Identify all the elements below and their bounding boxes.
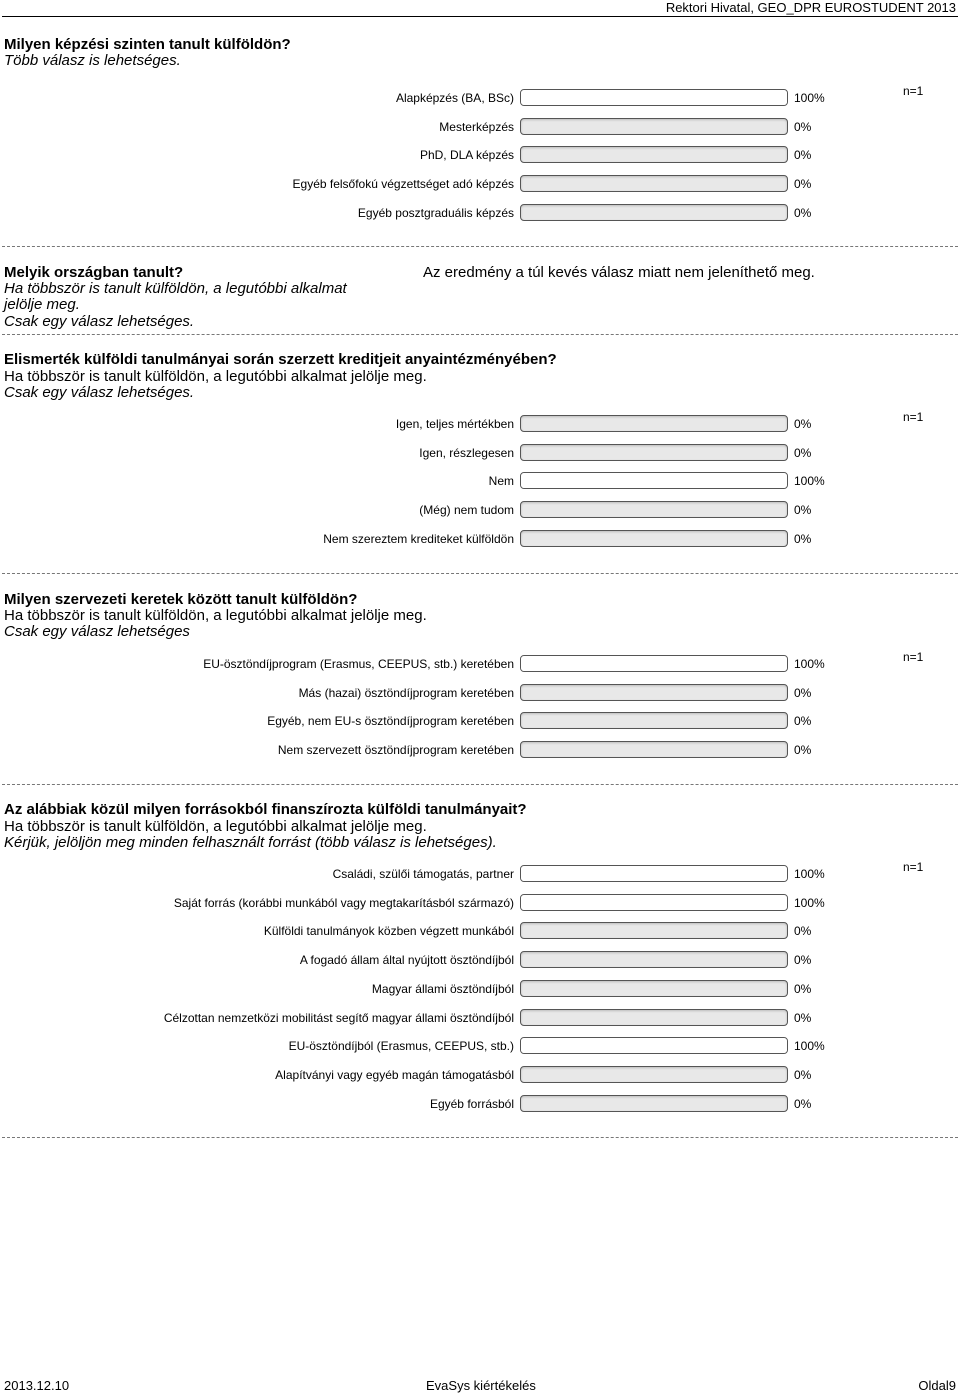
answer-label: Saját forrás (korábbi munkából vagy megtakarításból származó) bbox=[173, 895, 514, 910]
answer-percent: 0% bbox=[794, 743, 812, 758]
divider bbox=[2, 246, 958, 247]
answer-bar bbox=[520, 118, 788, 135]
answer-bar bbox=[520, 865, 788, 882]
answer-bar bbox=[520, 980, 788, 997]
answer-row bbox=[0, 655, 960, 675]
answer-bar bbox=[520, 472, 788, 489]
answer-bar bbox=[520, 1037, 788, 1054]
answer-percent: 0% bbox=[794, 1096, 812, 1111]
answer-percent: 0% bbox=[794, 119, 812, 134]
footer-page: Oldal9 bbox=[918, 1378, 956, 1393]
answer-percent: 0% bbox=[794, 1067, 812, 1082]
answer-label: Nem szervezett ösztöndíjprogram keretében bbox=[277, 743, 514, 758]
q5-subtitle-2: Kérjük, jelöljön meg minden felhasznált forrást (több válasz is lehetséges). bbox=[4, 834, 497, 851]
answer-label: EU-ösztöndíjprogram (Erasmus, CEEPUS, stb.) keretében bbox=[203, 657, 514, 671]
answer-percent: 0% bbox=[794, 417, 812, 431]
answer-bar bbox=[520, 89, 788, 106]
q4-subtitle-2: Csak egy válasz lehetséges bbox=[4, 623, 190, 640]
answer-row bbox=[0, 712, 960, 732]
answer-label: Alapítványi vagy egyéb magán támogatásból bbox=[275, 1067, 514, 1082]
answer-bar bbox=[520, 146, 788, 163]
answer-row bbox=[0, 204, 960, 224]
answer-bar bbox=[520, 175, 788, 192]
answer-percent: 0% bbox=[794, 953, 812, 968]
header-line bbox=[2, 16, 958, 17]
q1-n: n=1 bbox=[903, 84, 924, 98]
q3-n: n=1 bbox=[903, 410, 924, 424]
q2-title: Melyik országban tanult? bbox=[4, 264, 184, 281]
answer-label: Más (hazai) ösztöndíjprogram keretében bbox=[298, 685, 514, 700]
answer-percent: 100% bbox=[794, 867, 825, 881]
answer-row bbox=[0, 865, 960, 885]
answer-bar bbox=[520, 922, 788, 939]
q2-note: Az eredmény a túl kevés válasz miatt nem jeleníthető meg. bbox=[423, 264, 815, 281]
answer-row bbox=[0, 472, 960, 492]
answer-row bbox=[0, 1095, 960, 1115]
answer-row bbox=[0, 741, 960, 761]
q1-title: Milyen képzési szinten tanult külföldön? bbox=[4, 36, 291, 53]
answer-bar bbox=[520, 712, 788, 729]
answer-row bbox=[0, 89, 960, 109]
answer-row bbox=[0, 415, 960, 435]
answer-label: Egyéb felsőfokú végzettséget adó képzés bbox=[292, 177, 514, 192]
answer-label: Alapképzés (BA, BSc) bbox=[395, 91, 514, 105]
answer-label: Nem bbox=[488, 474, 514, 489]
answer-row bbox=[0, 951, 960, 971]
answer-label: Külföldi tanulmányok közben végzett munkából bbox=[263, 924, 514, 939]
answer-percent: 0% bbox=[794, 205, 812, 220]
q5-subtitle-1: Ha többször is tanult külföldön, a legutóbbi alkalmat jelölje meg. bbox=[4, 818, 427, 835]
answer-label: (Még) nem tudom bbox=[419, 503, 514, 518]
answer-percent: 100% bbox=[794, 657, 825, 671]
answer-row bbox=[0, 175, 960, 195]
answer-label: A fogadó állam által nyújtott ösztöndíjból bbox=[299, 953, 514, 968]
answer-label: Igen, teljes mértékben bbox=[395, 417, 514, 431]
answer-bar bbox=[520, 444, 788, 461]
answer-percent: 0% bbox=[794, 503, 812, 518]
q5-n: n=1 bbox=[903, 860, 924, 874]
answer-label: Célzottan nemzetközi mobilitást segítő magyar állami ösztöndíjból bbox=[163, 1010, 514, 1025]
answer-label: Családi, szülői támogatás, partner bbox=[332, 867, 514, 881]
q2-subtitle-2: jelölje meg. bbox=[4, 296, 80, 313]
answer-bar bbox=[520, 1066, 788, 1083]
answer-bar-fill bbox=[521, 895, 787, 910]
q4-n: n=1 bbox=[903, 650, 924, 664]
answer-label: Igen, részlegesen bbox=[419, 445, 514, 460]
q2-subtitle-3: Csak egy válasz lehetséges. bbox=[4, 313, 195, 330]
answer-percent: 100% bbox=[794, 895, 825, 910]
answer-percent: 100% bbox=[794, 91, 825, 105]
footer-center: EvaSys kiértékelés bbox=[426, 1378, 536, 1393]
answer-bar-fill bbox=[521, 90, 787, 105]
divider bbox=[2, 1137, 958, 1138]
answer-bar-fill bbox=[521, 656, 787, 671]
answer-bar bbox=[520, 1095, 788, 1112]
answer-bar-fill bbox=[521, 866, 787, 881]
answer-percent: 0% bbox=[794, 445, 812, 460]
answer-row bbox=[0, 1009, 960, 1029]
answer-row bbox=[0, 1037, 960, 1057]
answer-bar bbox=[520, 204, 788, 221]
q3-title: Elismerték külföldi tanulmányai során szerzett kreditjeit anyaintézményében? bbox=[4, 351, 557, 368]
divider bbox=[2, 784, 958, 785]
answer-row bbox=[0, 146, 960, 166]
answer-bar bbox=[520, 655, 788, 672]
answer-percent: 0% bbox=[794, 685, 812, 700]
answer-row bbox=[0, 530, 960, 550]
answer-percent: 0% bbox=[794, 714, 812, 729]
answer-label: Egyéb forrásból bbox=[429, 1096, 514, 1111]
answer-bar bbox=[520, 741, 788, 758]
divider bbox=[2, 573, 958, 574]
answer-percent: 0% bbox=[794, 924, 812, 939]
answer-row bbox=[0, 894, 960, 914]
answer-percent: 0% bbox=[794, 1010, 812, 1025]
q4-title: Milyen szervezeti keretek között tanult külföldön? bbox=[4, 591, 358, 608]
answer-label: Egyéb posztgraduális képzés bbox=[357, 205, 514, 220]
answer-bar bbox=[520, 1009, 788, 1026]
answer-percent: 0% bbox=[794, 148, 812, 163]
answer-row bbox=[0, 922, 960, 942]
answer-percent: 0% bbox=[794, 981, 812, 996]
answer-label: Mesterképzés bbox=[439, 119, 514, 134]
q3-subtitle-2: Csak egy válasz lehetséges. bbox=[4, 384, 195, 401]
q2-subtitle-1: Ha többször is tanult külföldön, a legutóbbi alkalmat bbox=[4, 280, 347, 297]
answer-bar bbox=[520, 501, 788, 518]
header-org: Rektori Hivatal, GEO_DPR EUROSTUDENT 2013 bbox=[665, 0, 956, 15]
answer-label: Egyéb, nem EU-s ösztöndíjprogram keretében bbox=[267, 714, 514, 729]
answer-row bbox=[0, 118, 960, 138]
answer-bar-fill bbox=[521, 1038, 787, 1053]
answer-row bbox=[0, 501, 960, 521]
answer-percent: 0% bbox=[794, 177, 812, 192]
answer-row bbox=[0, 980, 960, 1000]
answer-percent: 100% bbox=[794, 1039, 825, 1054]
answer-label: Nem szereztem krediteket külföldön bbox=[323, 531, 514, 546]
answer-bar-fill bbox=[521, 473, 787, 488]
answer-percent: 100% bbox=[794, 474, 825, 489]
q4-subtitle-1: Ha többször is tanult külföldön, a legutóbbi alkalmat jelölje meg. bbox=[4, 607, 427, 624]
answer-bar bbox=[520, 530, 788, 547]
q5-title: Az alábbiak közül milyen forrásokból finanszírozta külföldi tanulmányait? bbox=[4, 801, 527, 818]
footer-date: 2013.12.10 bbox=[4, 1378, 70, 1393]
answer-label: Magyar állami ösztöndíjból bbox=[371, 981, 514, 996]
answer-label: EU-ösztöndíjból (Erasmus, CEEPUS, stb.) bbox=[288, 1039, 514, 1054]
answer-label: PhD, DLA képzés bbox=[419, 148, 514, 163]
answer-bar bbox=[520, 894, 788, 911]
divider bbox=[2, 334, 958, 335]
answer-percent: 0% bbox=[794, 531, 812, 546]
answer-bar bbox=[520, 415, 788, 432]
q3-subtitle-1: Ha többször is tanult külföldön, a legutóbbi alkalmat jelölje meg. bbox=[4, 368, 427, 385]
answer-row bbox=[0, 684, 960, 704]
answer-row bbox=[0, 1066, 960, 1086]
answer-row bbox=[0, 444, 960, 464]
answer-bar bbox=[520, 684, 788, 701]
q1-subtitle: Több válasz is lehetséges. bbox=[4, 52, 181, 69]
answer-bar bbox=[520, 951, 788, 968]
